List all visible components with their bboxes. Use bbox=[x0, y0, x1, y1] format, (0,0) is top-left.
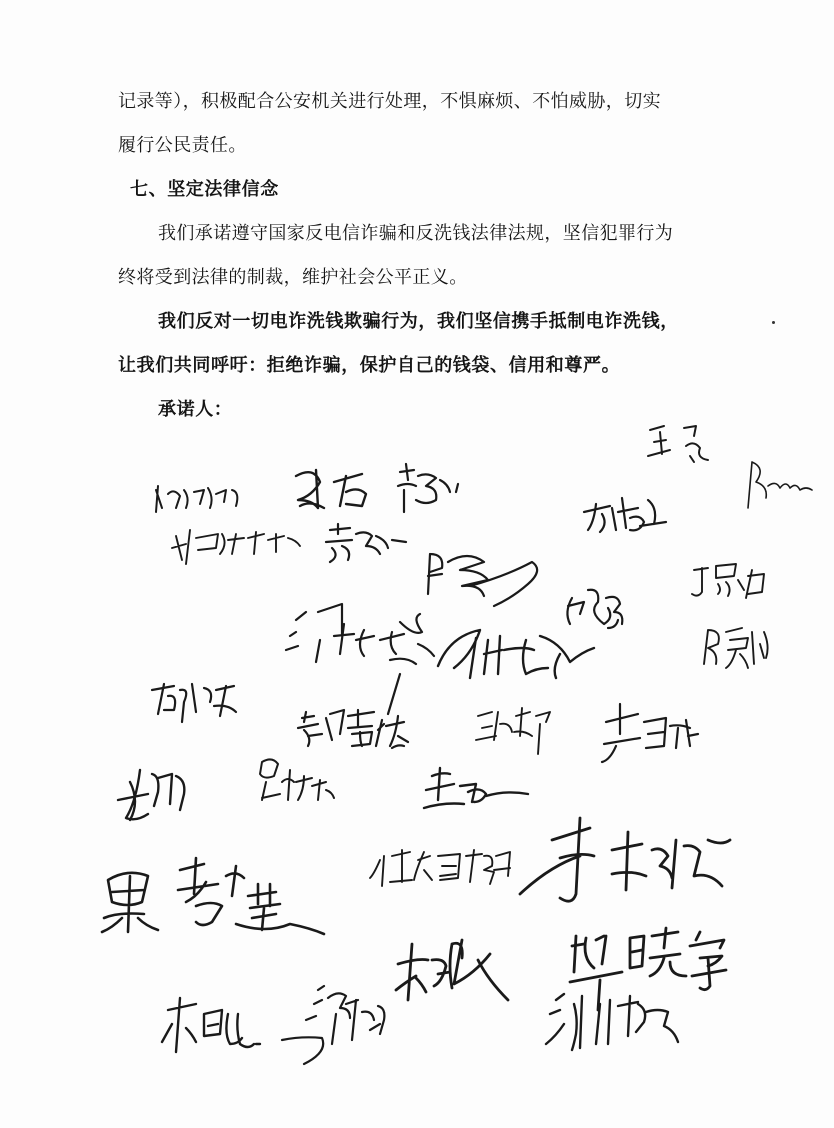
signature-2 bbox=[748, 462, 812, 508]
section-body-line1: 我们承诺遵守国家反电信诈骗和反洗钱法律法规，坚信犯罪行为 bbox=[158, 223, 674, 244]
signature-6 bbox=[584, 498, 666, 532]
signature-4 bbox=[296, 470, 366, 508]
signature-20 bbox=[260, 759, 334, 800]
appeal-line2: 让我们共同呼吁：拒绝诈骗，保护自己的钱袋、信用和尊严。 bbox=[118, 355, 621, 376]
signature-29 bbox=[546, 994, 678, 1050]
signature-25 bbox=[570, 928, 726, 1010]
signature-8 bbox=[326, 524, 406, 562]
signature-21 bbox=[424, 768, 528, 808]
signature-27 bbox=[162, 998, 260, 1052]
signature-16 bbox=[298, 710, 408, 748]
signature-5 bbox=[398, 464, 458, 512]
signature-7 bbox=[172, 530, 300, 564]
signature-22 bbox=[370, 850, 510, 886]
signature-18 bbox=[602, 704, 698, 762]
signature-15 bbox=[152, 684, 236, 722]
signature-11 bbox=[567, 590, 622, 628]
signature-1 bbox=[648, 426, 708, 462]
signatories-label: 承诺人： bbox=[158, 399, 233, 420]
signature-12 bbox=[286, 604, 434, 714]
signature-28 bbox=[282, 986, 384, 1064]
section-heading: 七、坚定法律信念 bbox=[130, 179, 279, 200]
paragraph-end-line1: 记录等），积极配合公安机关进行处理，不惧麻烦、不怕威胁，切实 bbox=[118, 91, 661, 112]
signature-23 bbox=[520, 818, 730, 901]
signature-14 bbox=[704, 628, 768, 668]
ink-speck bbox=[772, 321, 775, 324]
signature-26 bbox=[396, 940, 508, 1000]
signature-24 bbox=[102, 858, 324, 934]
signature-3 bbox=[156, 486, 237, 512]
signature-13 bbox=[438, 630, 594, 678]
section-body-line2: 终将受到法律的制裁，维护社会公平正义。 bbox=[118, 267, 468, 288]
signature-9 bbox=[428, 554, 537, 606]
signature-19 bbox=[118, 770, 184, 820]
appeal-line1: 我们反对一切电诈洗钱欺骗行为，我们坚信携手抵制电诈洗钱， bbox=[158, 311, 679, 332]
signature-17 bbox=[476, 708, 550, 754]
signature-10 bbox=[692, 564, 764, 598]
paragraph-end-line2: 履行公民责任。 bbox=[118, 135, 247, 156]
